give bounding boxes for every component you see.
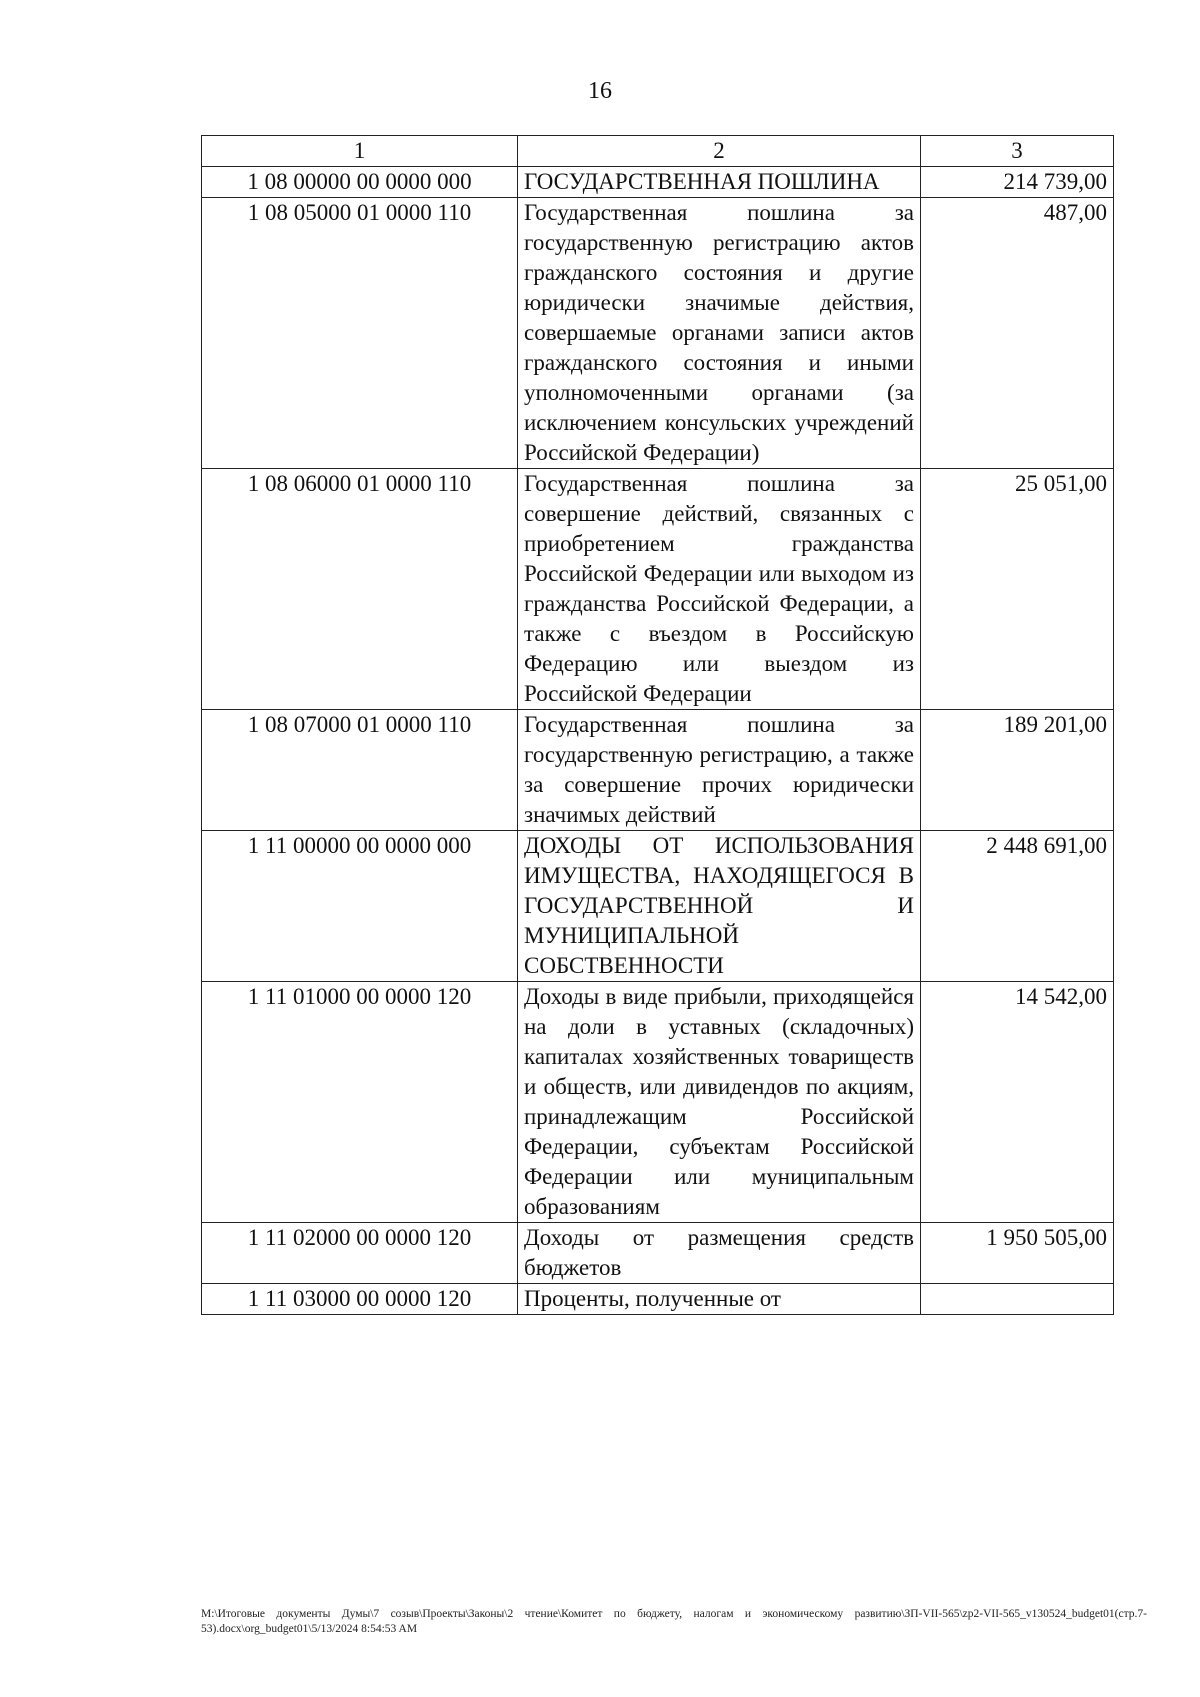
budget-revenue-table (201, 135, 1114, 1315)
table-row (202, 1223, 1114, 1284)
table-row (202, 1284, 1114, 1315)
revenue-amount: 25 051,00 (921, 469, 1114, 710)
budget-code: 1 11 00000 00 0000 000 (202, 831, 518, 982)
column-header-1: 1 (202, 136, 518, 167)
budget-code: 1 08 07000 01 0000 110 (202, 710, 518, 831)
revenue-amount: 1 950 505,00 (921, 1223, 1114, 1284)
revenue-name: Проценты, полученные от (518, 1284, 921, 1315)
budget-code: 1 11 03000 00 0000 120 (202, 1284, 518, 1315)
revenue-name: Государственная пошлина за совершение действий, связанных с приобретением гражданства Российской Федерации или выходом из гражданства Российской Федерации, а также с въездом в Российскую Федерацию или выездом из Российской Федерации (518, 469, 921, 710)
revenue-name: ГОСУДАРСТВЕННАЯ ПОШЛИНА (518, 167, 921, 198)
budget-code: 1 11 02000 00 0000 120 (202, 1223, 518, 1284)
budget-code: 1 11 01000 00 0000 120 (202, 982, 518, 1223)
revenue-amount (921, 1284, 1114, 1315)
table-row (202, 831, 1114, 982)
budget-code: 1 08 06000 01 0000 110 (202, 469, 518, 710)
budget-code: 1 08 05000 01 0000 110 (202, 198, 518, 469)
column-header-2: 2 (518, 136, 921, 167)
revenue-name: Государственная пошлина за государственную регистрацию актов гражданского состояния и другие юридически значимые действия, совершаемые органами записи актов гражданского состояния и иными уполномоченными органами (за исключением консульских учреждений Российской Федерации) (518, 198, 921, 469)
revenue-amount: 487,00 (921, 198, 1114, 469)
revenue-amount: 189 201,00 (921, 710, 1114, 831)
table-row (202, 710, 1114, 831)
revenue-amount: 14 542,00 (921, 982, 1114, 1223)
revenue-name: Доходы в виде прибыли, приходящейся на доли в уставных (складочных) капиталах хозяйственных товариществ и обществ, или дивидендов по акциям, принадлежащим Российской Федерации, субъектам Российской Федерации или муниципальным образованиям (518, 982, 921, 1223)
revenue-amount: 2 448 691,00 (921, 831, 1114, 982)
column-header-3: 3 (921, 136, 1114, 167)
table-row (202, 167, 1114, 198)
table-row (202, 982, 1114, 1223)
document-path-footer: M:\Итоговые документы Думы\7 созыв\Проекты\Законы\2 чтение\Комитет по бюджету, налогам и экономическому развитию\ЗП-VII-565\zp2-VII-565_v130524_budget01(стр.7-53).docx\org_budget01\5/13/2024 8:54:53 AM (201, 1608, 1147, 1635)
table-row (202, 469, 1114, 710)
table-header-row (202, 136, 1114, 167)
revenue-name: Доходы от размещения средств бюджетов (518, 1223, 921, 1284)
revenue-name: ДОХОДЫ ОТ ИСПОЛЬЗОВАНИЯ ИМУЩЕСТВА, НАХОДЯЩЕГОСЯ В ГОСУДАРСТВЕННОЙ И МУНИЦИПАЛЬНОЙ СОБСТВЕННОСТИ (518, 831, 921, 982)
revenue-name: Государственная пошлина за государственную регистрацию, а также за совершение прочих юридически значимых действий (518, 710, 921, 831)
revenue-amount: 214 739,00 (921, 167, 1114, 198)
table-row (202, 198, 1114, 469)
budget-code: 1 08 00000 00 0000 000 (202, 167, 518, 198)
page-number: 16 (588, 78, 612, 104)
